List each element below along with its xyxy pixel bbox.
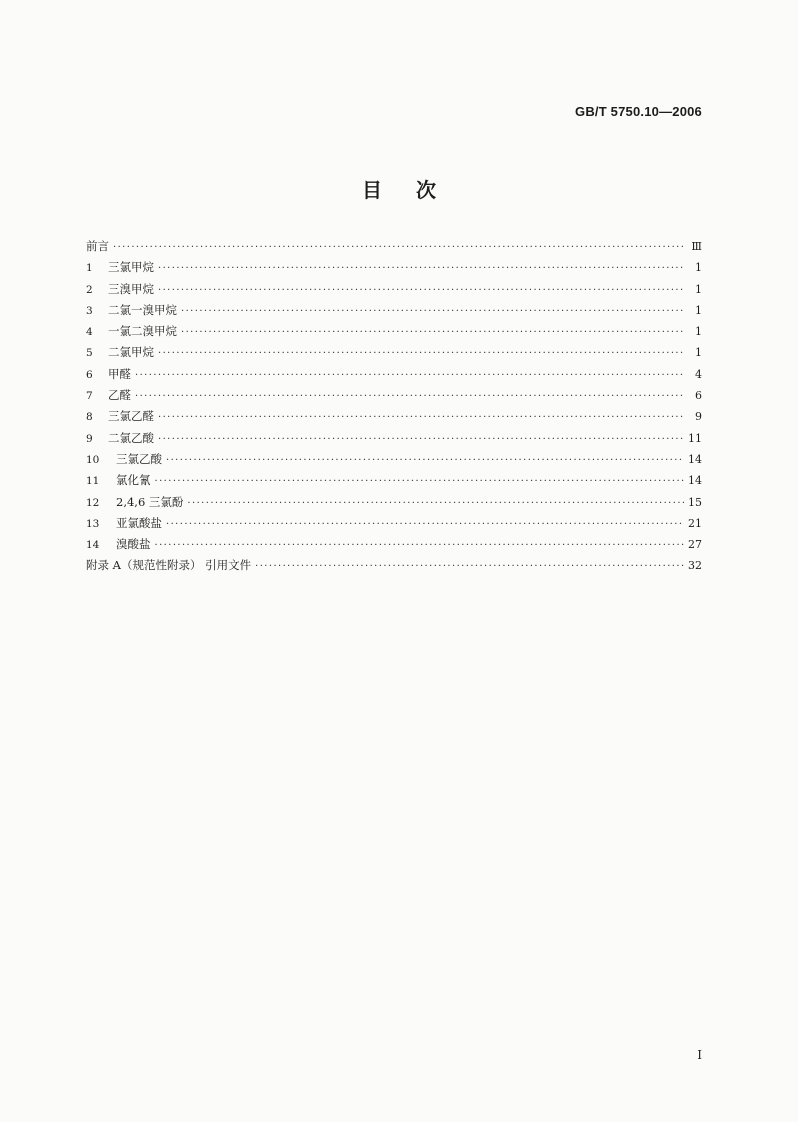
toc-entry-label: 氯化氰 (116, 473, 151, 488)
toc-entry[interactable] (86, 470, 702, 491)
toc-entry-appendix-a[interactable] (86, 555, 702, 576)
toc-entry[interactable] (86, 342, 702, 363)
toc-entry-number: 12 (86, 496, 100, 509)
toc-entry-page: 14 (688, 474, 702, 488)
toc-entry-label: 乙醛 (108, 388, 131, 403)
toc-entry-page: 6 (695, 389, 702, 403)
toc-entry-label: 溴酸盐 (116, 537, 151, 552)
toc-entry-label: 三氯甲烷 (108, 260, 154, 275)
toc-leader (155, 471, 685, 492)
toc-entry-number: 8 (86, 411, 93, 424)
standard-code: GB/T 5750.10—2006 (575, 104, 702, 119)
toc-entry-label: 一氯二溴甲烷 (108, 324, 177, 339)
page-title (0, 174, 798, 203)
toc-entry-number: 14 (86, 539, 100, 552)
toc-entry-label: 二氯甲烷 (108, 345, 154, 360)
toc-entry-number: 10 (86, 453, 100, 466)
toc-entry-page: 14 (688, 452, 702, 466)
toc-entry-label: 三氯乙醛 (108, 409, 154, 424)
toc-leader (166, 514, 684, 535)
toc-leader (158, 343, 684, 364)
toc-entry-label: 附录 A（规范性附录） 引用文件 (86, 558, 252, 573)
toc-leader (187, 493, 684, 514)
toc-entry[interactable] (86, 449, 702, 470)
toc-entry-number: 1 (86, 262, 93, 275)
toc-entry-page: 1 (695, 303, 702, 317)
toc-entry-page: 1 (695, 325, 702, 339)
toc-entry[interactable] (86, 279, 702, 300)
toc-leader (158, 258, 684, 279)
toc-entry-number: 7 (86, 390, 93, 403)
toc-entry-page: 32 (688, 559, 702, 573)
toc-entry-page: 15 (688, 495, 702, 509)
toc-entry-preface[interactable] (86, 236, 702, 257)
title-char-1: 目 (362, 178, 382, 202)
toc-entry-page: 4 (695, 367, 702, 381)
toc-entry[interactable] (86, 513, 702, 534)
toc-leader (255, 556, 684, 577)
toc-entry[interactable] (86, 300, 702, 321)
title-char-2: 次 (416, 178, 436, 202)
toc-leader (135, 365, 684, 386)
page-number: Ⅰ (697, 1048, 702, 1062)
table-of-contents (86, 236, 702, 577)
toc-entry-page: 9 (695, 410, 702, 424)
toc-entry-number: 5 (86, 347, 93, 360)
toc-leader (158, 429, 684, 450)
toc-entry-page: 21 (688, 516, 702, 530)
toc-entry-label: 三溴甲烷 (108, 281, 154, 296)
toc-entry-page: 1 (695, 261, 702, 275)
toc-entry-number: 2 (86, 283, 93, 296)
toc-entry[interactable] (86, 428, 702, 449)
toc-leader (181, 301, 684, 322)
toc-entry-label: 三氯乙酸 (116, 451, 162, 466)
toc-entry-label: 二氯一溴甲烷 (108, 302, 177, 317)
toc-entry-label: 甲醛 (108, 366, 131, 381)
toc-entry-label: 二氯乙酸 (108, 430, 154, 445)
toc-entry-number: 13 (86, 517, 100, 530)
toc-entry[interactable] (86, 321, 702, 342)
toc-entry-number: 11 (86, 475, 100, 488)
toc-leader (155, 535, 685, 556)
toc-entry-page: 1 (695, 346, 702, 360)
toc-entry-number: 6 (86, 368, 93, 381)
toc-entry-page: Ⅲ (691, 240, 702, 253)
toc-leader (181, 322, 684, 343)
toc-entry-page: 11 (688, 431, 702, 445)
toc-leader (113, 237, 684, 258)
toc-entry-label: 前言 (86, 239, 109, 253)
toc-entry-label: 2,4,6 三氯酚 (116, 494, 184, 509)
toc-leader (158, 407, 684, 428)
toc-entry[interactable] (86, 364, 702, 385)
toc-entry[interactable] (86, 492, 702, 513)
toc-entry[interactable] (86, 406, 702, 427)
toc-entry-page: 1 (695, 282, 702, 296)
toc-entry-number: 4 (86, 326, 93, 339)
toc-entry[interactable] (86, 534, 702, 555)
toc-entry-number: 3 (86, 304, 93, 317)
toc-leader (158, 280, 684, 301)
toc-entry[interactable] (86, 385, 702, 406)
toc-leader (166, 450, 684, 471)
toc-entry-number: 9 (86, 432, 93, 445)
toc-entry-page: 27 (688, 538, 702, 552)
toc-entry[interactable] (86, 257, 702, 278)
toc-entry-label: 亚氯酸盐 (116, 515, 162, 530)
toc-leader (135, 386, 684, 407)
